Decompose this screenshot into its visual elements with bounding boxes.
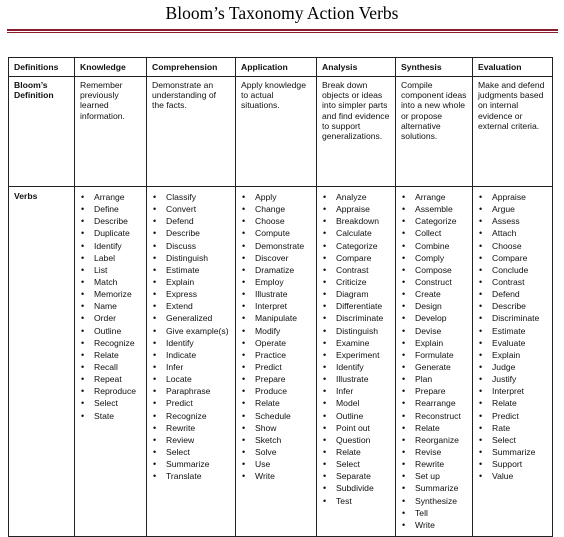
verb-item: • Value xyxy=(478,470,547,482)
verb-item: • Paraphrase xyxy=(152,385,230,397)
verb-item: • List xyxy=(80,264,141,276)
verb-item: • Duplicate xyxy=(80,227,141,239)
verb-item: • Discuss xyxy=(152,240,230,252)
verb-item: • Collect xyxy=(401,227,467,239)
verb-item: • Select xyxy=(478,434,547,446)
verbs-row xyxy=(9,187,553,537)
verb-item: • Rewrite xyxy=(152,422,230,434)
verb-item: • Interpret xyxy=(478,385,547,397)
verb-item: • Infer xyxy=(322,385,390,397)
verb-item: • Select xyxy=(152,446,230,458)
verb-item: • Demonstrate xyxy=(241,240,311,252)
verb-item: • Argue xyxy=(478,203,547,215)
verb-item: • Generalized xyxy=(152,312,230,324)
verb-item: • Arrange xyxy=(80,191,141,203)
verb-item: • Explain xyxy=(478,349,547,361)
verb-item: • Recognize xyxy=(80,337,141,349)
verb-item: • Relate xyxy=(401,422,467,434)
verb-item: • Differentiate xyxy=(322,300,390,312)
header-analysis: Analysis xyxy=(317,58,396,77)
verb-item: • Categorize xyxy=(401,215,467,227)
verb-item: • Solve xyxy=(241,446,311,458)
verb-item: • Distinguish xyxy=(322,325,390,337)
verb-item: • Set up xyxy=(401,470,467,482)
verb-item: • Diagram xyxy=(322,288,390,300)
verb-item: • Sketch xyxy=(241,434,311,446)
verb-item: • Name xyxy=(80,300,141,312)
verb-item: • Question xyxy=(322,434,390,446)
verb-item: • Design xyxy=(401,300,467,312)
verb-item: • Express xyxy=(152,288,230,300)
verbs-synthesis-cell xyxy=(396,187,473,537)
verb-item: • Produce xyxy=(241,385,311,397)
page-title: Bloom’s Taxonomy Action Verbs xyxy=(165,3,399,23)
verb-item: • Defend xyxy=(152,215,230,227)
verb-item: • Conclude xyxy=(478,264,547,276)
taxonomy-table xyxy=(8,57,553,537)
verb-item: • Recognize xyxy=(152,410,230,422)
title-rule-thick xyxy=(7,29,558,31)
header-evaluation: Evaluation xyxy=(473,58,553,77)
verb-item: • Prepare xyxy=(241,373,311,385)
verb-item: • Plan xyxy=(401,373,467,385)
verb-item: • Experiment xyxy=(322,349,390,361)
verb-item: • Generate xyxy=(401,361,467,373)
verb-item: • Separate xyxy=(322,470,390,482)
verb-item: • Outline xyxy=(322,410,390,422)
verb-item: • Give example(s) xyxy=(152,325,230,337)
verb-item: • Modify xyxy=(241,325,311,337)
verb-item: • Rewrite xyxy=(401,458,467,470)
title-rule-thin xyxy=(7,32,558,33)
verb-item: • Assess xyxy=(478,215,547,227)
header-knowledge: Knowledge xyxy=(75,58,147,77)
verbs-knowledge-cell xyxy=(75,187,147,537)
verb-item: • Appraise xyxy=(478,191,547,203)
verb-item: • Construct xyxy=(401,276,467,288)
header-row xyxy=(9,58,553,77)
verb-item: • Extend xyxy=(152,300,230,312)
verb-list-synthesis xyxy=(401,191,467,531)
definition-synthesis: Compile component ideas into a new whole or propose alternative solutions. xyxy=(396,77,473,187)
verb-item: • Distinguish xyxy=(152,252,230,264)
verb-item: • Explain xyxy=(401,337,467,349)
verb-item: • Support xyxy=(478,458,547,470)
verb-item: • Summarize xyxy=(152,458,230,470)
definition-evaluation: Make and defend judgments based on internal evidence or external criteria. xyxy=(473,77,553,187)
verb-item: • Summarize xyxy=(478,446,547,458)
verb-item: • Contrast xyxy=(478,276,547,288)
verb-item: • Subdivide xyxy=(322,482,390,494)
verb-item: • Formulate xyxy=(401,349,467,361)
verb-item: • Test xyxy=(322,495,390,507)
verb-item: • Categorize xyxy=(322,240,390,252)
header-application: Application xyxy=(236,58,317,77)
verb-item: • Examine xyxy=(322,337,390,349)
verb-item: • State xyxy=(80,410,141,422)
verb-item: • Define xyxy=(80,203,141,215)
verb-item: • Compare xyxy=(322,252,390,264)
verb-item: • Judge xyxy=(478,361,547,373)
verb-item: • Predict xyxy=(478,410,547,422)
verb-item: • Choose xyxy=(241,215,311,227)
verb-item: • Justify xyxy=(478,373,547,385)
verb-item: • Estimate xyxy=(152,264,230,276)
verb-item: • Recall xyxy=(80,361,141,373)
verb-item: • Predict xyxy=(152,397,230,409)
verb-item: • Prepare xyxy=(401,385,467,397)
verb-item: • Combine xyxy=(401,240,467,252)
verb-item: • Choose xyxy=(478,240,547,252)
verb-item: • Interpret xyxy=(241,300,311,312)
verb-item: • Assemble xyxy=(401,203,467,215)
definition-comprehension: Demonstrate an understanding of the facts. xyxy=(147,77,236,187)
verb-item: • Label xyxy=(80,252,141,264)
verb-item: • Attach xyxy=(478,227,547,239)
verb-item: • Describe xyxy=(152,227,230,239)
verb-item: • Schedule xyxy=(241,410,311,422)
verb-list-comprehension xyxy=(152,191,230,482)
verb-list-analysis xyxy=(322,191,390,507)
verb-item: • Compute xyxy=(241,227,311,239)
verb-item: • Predict xyxy=(241,361,311,373)
verbs-row-label: Verbs xyxy=(9,187,75,537)
verb-item: • Identify xyxy=(152,337,230,349)
verb-item: • Synthesize xyxy=(401,495,467,507)
verb-item: • Reconstruct xyxy=(401,410,467,422)
verb-list-evaluation xyxy=(478,191,547,482)
verb-item: • Select xyxy=(322,458,390,470)
verb-item: • Revise xyxy=(401,446,467,458)
definition-analysis: Break down objects or ideas into simpler parts and find evidence to support generalizations. xyxy=(317,77,396,187)
verb-item: • Reorganize xyxy=(401,434,467,446)
verb-item: • Identify xyxy=(80,240,141,252)
verb-item: • Outline xyxy=(80,325,141,337)
verb-item: • Repeat xyxy=(80,373,141,385)
verb-item: • Manipulate xyxy=(241,312,311,324)
verb-item: • Point out xyxy=(322,422,390,434)
header-definitions: Definitions xyxy=(9,58,75,77)
verb-list-application xyxy=(241,191,311,482)
verb-item: • Operate xyxy=(241,337,311,349)
verb-item: • Model xyxy=(322,397,390,409)
verb-item: • Estimate xyxy=(478,325,547,337)
verb-item: • Change xyxy=(241,203,311,215)
verb-item: • Show xyxy=(241,422,311,434)
verb-item: • Defend xyxy=(478,288,547,300)
verb-item: • Reproduce xyxy=(80,385,141,397)
verb-item: • Select xyxy=(80,397,141,409)
verb-item: • Locate xyxy=(152,373,230,385)
verb-item: • Compose xyxy=(401,264,467,276)
verb-item: • Memorize xyxy=(80,288,141,300)
verb-item: • Infer xyxy=(152,361,230,373)
verb-item: • Employ xyxy=(241,276,311,288)
verbs-evaluation-cell xyxy=(473,187,553,537)
verb-item: • Review xyxy=(152,434,230,446)
verb-item: • Discriminate xyxy=(478,312,547,324)
verb-item: • Illustrate xyxy=(322,373,390,385)
verb-item: • Illustrate xyxy=(241,288,311,300)
verb-list-knowledge xyxy=(80,191,141,422)
verb-item: • Appraise xyxy=(322,203,390,215)
verb-item: • Create xyxy=(401,288,467,300)
verb-item: • Apply xyxy=(241,191,311,203)
verb-item: • Tell xyxy=(401,507,467,519)
verb-item: • Calculate xyxy=(322,227,390,239)
definition-knowledge: Remember previously learned information. xyxy=(75,77,147,187)
verb-item: • Discover xyxy=(241,252,311,264)
verbs-comprehension-cell xyxy=(147,187,236,537)
verb-item: • Evaluate xyxy=(478,337,547,349)
header-synthesis: Synthesis xyxy=(396,58,473,77)
verb-item: • Breakdown xyxy=(322,215,390,227)
verb-item: • Summarize xyxy=(401,482,467,494)
verb-item: • Indicate xyxy=(152,349,230,361)
verb-item: • Describe xyxy=(80,215,141,227)
verb-item: • Relate xyxy=(478,397,547,409)
verbs-analysis-cell xyxy=(317,187,396,537)
definition-application: Apply knowledge to actual situations. xyxy=(236,77,317,187)
verb-item: • Relate xyxy=(322,446,390,458)
verb-item: • Translate xyxy=(152,470,230,482)
verb-item: • Explain xyxy=(152,276,230,288)
definition-row xyxy=(9,77,553,187)
verb-item: • Practice xyxy=(241,349,311,361)
verb-item: • Match xyxy=(80,276,141,288)
verb-item: • Arrange xyxy=(401,191,467,203)
verb-item: • Identify xyxy=(322,361,390,373)
verb-item: • Relate xyxy=(241,397,311,409)
verb-item: • Use xyxy=(241,458,311,470)
verb-item: • Write xyxy=(241,470,311,482)
header-comprehension: Comprehension xyxy=(147,58,236,77)
verb-item: • Order xyxy=(80,312,141,324)
verb-item: • Write xyxy=(401,519,467,531)
verb-item: • Classify xyxy=(152,191,230,203)
verb-item: • Criticize xyxy=(322,276,390,288)
verb-item: • Develop xyxy=(401,312,467,324)
verb-item: • Dramatize xyxy=(241,264,311,276)
verb-item: • Describe xyxy=(478,300,547,312)
verb-item: • Rearrange xyxy=(401,397,467,409)
verb-item: • Relate xyxy=(80,349,141,361)
verb-item: • Analyze xyxy=(322,191,390,203)
verbs-application-cell xyxy=(236,187,317,537)
verb-item: • Comply xyxy=(401,252,467,264)
verb-item: • Devise xyxy=(401,325,467,337)
verb-item: • Rate xyxy=(478,422,547,434)
verb-item: • Convert xyxy=(152,203,230,215)
verb-item: • Discriminate xyxy=(322,312,390,324)
verb-item: • Compare xyxy=(478,252,547,264)
definition-row-label: Bloom’s Definition xyxy=(9,77,75,187)
verb-item: • Contrast xyxy=(322,264,390,276)
